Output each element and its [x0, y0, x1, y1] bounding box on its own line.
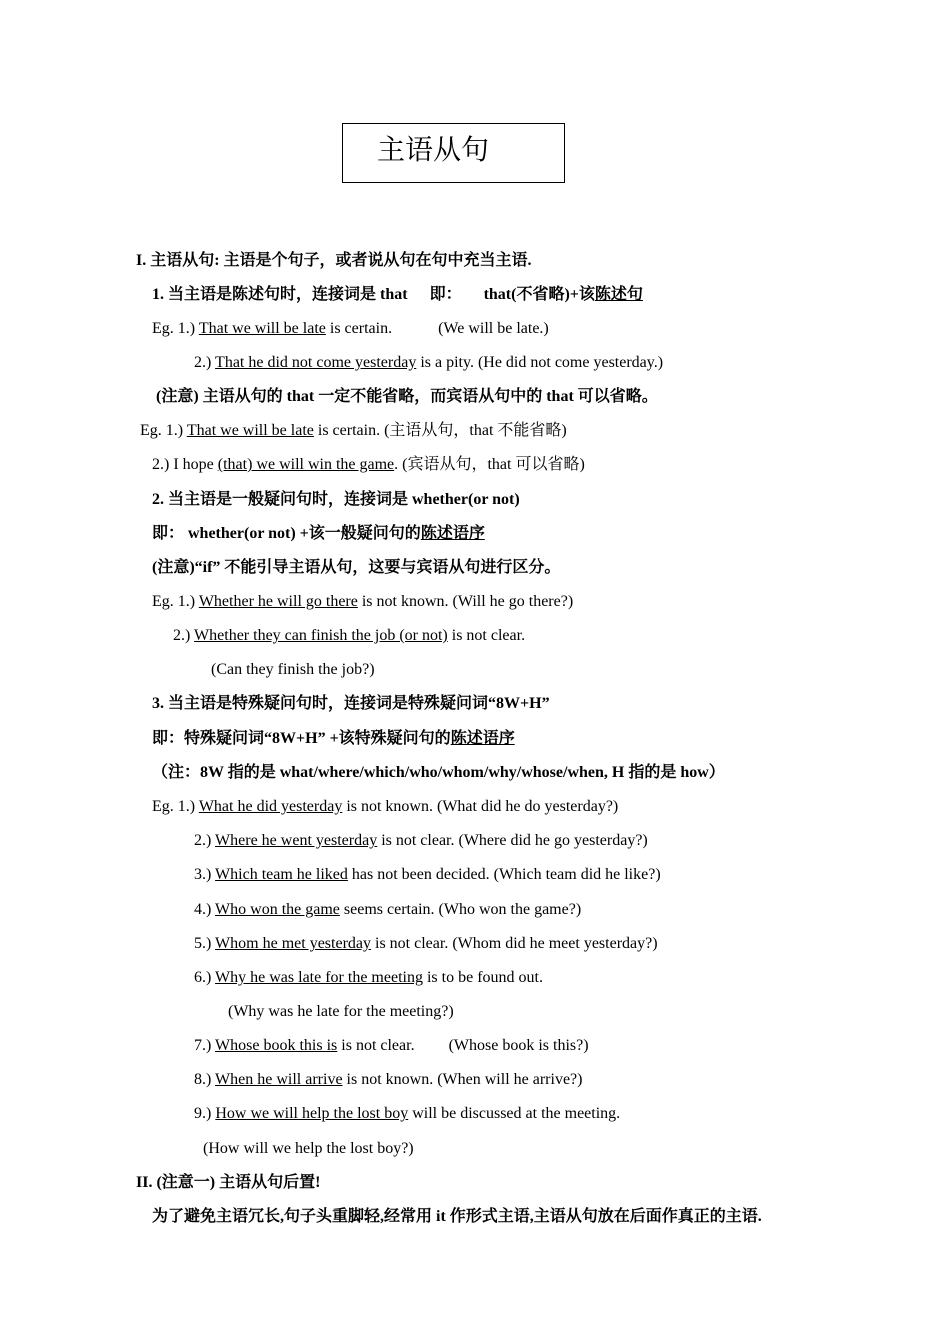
example-line: (Why was he late for the meeting?) [228, 1003, 454, 1020]
example-line: 2.) Where he went yesterday is not clear. (Where did he go yesterday?) [194, 832, 648, 849]
example-line: (How will we help the lost boy?) [203, 1140, 414, 1157]
section-1-heading: I. 主语从句: 主语是个句子，或者说从句在句中充当主语. [136, 252, 532, 269]
example-line: (Can they finish the job?) [211, 661, 375, 678]
rule-line: 即： whether(or not) +该一般疑问句的陈述语序 [152, 525, 485, 542]
note-line: (注意)“if” 不能引导主语从句，这要与宾语从句进行区分。 [152, 559, 561, 576]
rule-line: 即：特殊疑问词“8W+H” +该特殊疑问句的陈述语序 [152, 730, 515, 747]
example-line: Eg. 1.) That we will be late is certain. (We will be late.) [152, 320, 549, 337]
section-2-heading: II. (注意一) 主语从句后置! [136, 1174, 321, 1191]
note-line: (注意) 主语从句的 that 一定不能省略，而宾语从句中的 that 可以省略。 [156, 388, 658, 405]
example-line: 3.) Which team he liked has not been decided. (Which team did he like?) [194, 866, 661, 883]
example-line: Eg. 1.) What he did yesterday is not known. (What did he do yesterday?) [152, 798, 619, 815]
rule-line: 为了避免主语冗长,句子头重脚轻,经常用 it 作形式主语,主语从句放在后面作真正的主语. [152, 1208, 762, 1225]
example-line: Eg. 1.) Whether he will go there is not known. (Will he go there?) [152, 593, 574, 610]
title-box [342, 123, 565, 183]
note-line: （注：8W 指的是 what/where/which/who/whom/why/whose/when, H 指的是 how） [152, 764, 725, 781]
example-line: 9.) How we will help the lost boy will be discussed at the meeting. [194, 1105, 621, 1122]
example-line: 4.) Who won the game seems certain. (Who won the game?) [194, 901, 582, 918]
example-line: 6.) Why he was late for the meeting is to be found out. [194, 969, 543, 986]
page-title: 主语从句 [377, 133, 490, 166]
rule-1-heading: 1. 当主语是陈述句时，连接词是 that 即： that(不省略)+该陈述句 [152, 286, 643, 303]
example-line: 2.) I hope (that) we will win the game. (宾语从句，that 可以省略) [152, 456, 585, 473]
example-line: 7.) Whose book this is is not clear. (Whose book is this?) [194, 1037, 589, 1054]
example-line: 8.) When he will arrive is not known. (When will he arrive?) [194, 1071, 583, 1088]
example-line: 5.) Whom he met yesterday is not clear. (Whom did he meet yesterday?) [194, 935, 658, 952]
rule-2-heading: 2. 当主语是一般疑问句时，连接词是 whether(or not) [152, 491, 520, 508]
example-line: Eg. 1.) That we will be late is certain. (主语从句，that 不能省略) [140, 422, 567, 439]
rule-3-heading: 3. 当主语是特殊疑问句时，连接词是特殊疑问词“8W+H” [152, 695, 550, 712]
example-line: 2.) Whether they can finish the job (or not) is not clear. [173, 627, 526, 644]
example-line: 2.) That he did not come yesterday is a pity. (He did not come yesterday.) [194, 354, 664, 371]
